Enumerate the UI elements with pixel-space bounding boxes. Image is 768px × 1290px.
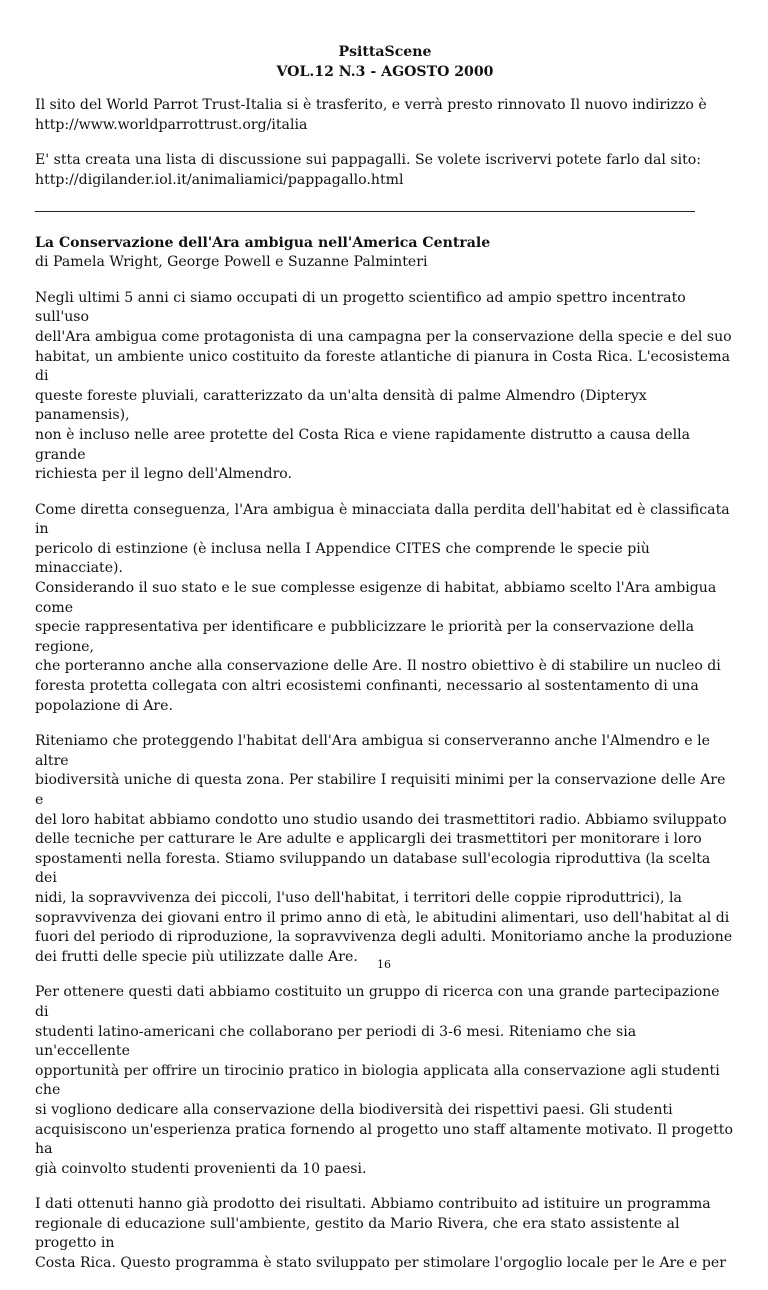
paragraph-line: Negli ultimi 5 anni ci siamo occupati di un progetto scientifico ad ampio spettro incentrato sull'uso <box>35 289 686 326</box>
paragraph-line: I dati ottenuti hanno già prodotto dei risultati. Abbiamo contribuito ad istituire un programma <box>35 1196 711 1213</box>
paragraph-line: che porteranno anche alla conservazione delle Are. Il nostro obiettivo è di stabilire un nucleo di <box>35 658 721 675</box>
article-body <box>35 289 735 1274</box>
paragraph-line: Costa Rica. Questo programma è stato sviluppato per stimolare l'orgoglio locale per le Are e per <box>35 1255 726 1272</box>
paragraph-line: Considerando il suo stato e le sue complesse esigenze di habitat, abbiamo scelto l'Ara ambigua come <box>35 580 717 616</box>
paragraph-line: già coinvolto studenti provenienti da 10 paesi. <box>35 1160 367 1177</box>
paragraph-line: fuori del periodo di riproduzione, la sopravvivenza degli adulti. Monitoriamo anche la produzione <box>35 929 733 946</box>
page-content <box>35 43 735 1290</box>
paragraph-line: pericolo di estinzione (è inclusa nella I Appendice CITES che comprende le specie più minacciate). <box>35 540 650 577</box>
paragraph-line: regionale di educazione sull'ambiente, gestito da Mario Rivera, che era stato assistente al progetto in <box>35 1215 680 1252</box>
notice-mailing-list <box>35 151 735 190</box>
article-paragraph <box>35 1195 735 1273</box>
paragraph-line: acquisiscono un'esperienza pratica fornendo al progetto uno staff altamente motivato. Il progetto ha <box>35 1121 733 1158</box>
paragraph-line: non è incluso nelle aree protette del Costa Rica e viene rapidamente distrutto a causa della grande <box>35 426 691 463</box>
notice-line: E' stta creata una lista di discussione sui pappagalli. Se volete iscrivervi potete farlo dal sito: <box>35 152 702 169</box>
paragraph-line: biodiversità uniche di questa zona. Per stabilire I requisiti minimi per la conservazione delle Are e <box>35 772 726 808</box>
paragraph-line: studenti latino-americani che collaborano per periodi di 3-6 mesi. Riteniamo che sia un'eccellente <box>35 1023 637 1060</box>
page-number: 16 <box>377 958 391 971</box>
article-title: La Conservazione dell'Ara ambigua nell'America Centrale <box>35 234 491 251</box>
paragraph-line: dell'Ara ambigua come protagonista di una campagna per la conservazione della specie e del suo <box>35 328 732 345</box>
paragraph-line: spostamenti nella foresta. Stiamo sviluppando un database sull'ecologia riproduttiva (la scelta dei <box>35 850 711 887</box>
article-header <box>35 234 735 273</box>
notice-url: http://digilander.iol.it/animaliamici/pappagallo.html <box>35 171 404 188</box>
article-paragraph <box>35 732 735 967</box>
paragraph-line: Per ottenere questi dati abbiamo costituito un gruppo di ricerca con una grande partecipazione di <box>35 984 720 1020</box>
paragraph-line: si vogliono dedicare alla conservazione della biodiversità dei rispettivi paesi. Gli studenti <box>35 1101 673 1118</box>
article-paragraph <box>35 983 735 1179</box>
paragraph-line: Riteniamo che proteggendo l'habitat dell'Ara ambigua si conserveranno anche l'Almendro e le altre <box>35 733 710 769</box>
paragraph-line: popolazione di Are. <box>35 697 173 714</box>
notice-url: http://www.worldparrottrust.org/italia <box>35 116 308 133</box>
paragraph-line: dei frutti delle specie più utilizzate dalle Are. <box>35 948 358 965</box>
section-divider <box>35 211 695 212</box>
article-byline: di Pamela Wright, George Powell e Suzanne Palminteri <box>35 254 428 271</box>
article-paragraph <box>35 289 735 485</box>
paragraph-line: nidi, la sopravvivenza dei piccoli, l'uso dell'habitat, i territori delle coppie riproduttrici), la <box>35 889 682 906</box>
masthead <box>35 43 735 82</box>
paragraph-line: opportunità per offrire un tirocinio pratico in biologia applicata alla conservazione agli studenti che <box>35 1062 720 1099</box>
paragraph-line: delle tecniche per catturare le Are adulte e applicargli dei trasmettitori per monitorare i loro <box>35 831 702 848</box>
paragraph-line: Come diretta conseguenza, l'Ara ambigua è minacciata dalla perdita dell'habitat ed è classificata in <box>35 501 730 538</box>
paragraph-line: sopravvivenza dei giovani entro il primo anno di età, le abitudini alimentari, uso dell'habitat al di <box>35 909 730 926</box>
paragraph-line: del loro habitat abbiamo condotto uno studio usando dei trasmettitori radio. Abbiamo sviluppato <box>35 811 727 828</box>
paragraph-line: foresta protetta collegata con altri ecosistemi confinanti, necessario al sostentamento di una <box>35 678 699 695</box>
paragraph-line: specie rappresentativa per identificare e pubblicizzare le priorità per la conservazione della regione, <box>35 619 695 655</box>
article-paragraph <box>35 501 735 717</box>
notice-line: Il sito del World Parrot Trust-Italia si è trasferito, e verrà presto rinnovato Il nuovo indirizzo è <box>35 97 707 114</box>
notice-website <box>35 96 735 135</box>
newsletter-title: PsittaScene <box>338 44 432 60</box>
paragraph-line: richiesta per il legno dell'Almendro. <box>35 466 293 483</box>
paragraph-line: habitat, un ambiente unico costituito da foreste atlantiche di pianura in Costa Rica. L'ecosistema di <box>35 348 731 385</box>
issue-info: VOL.12 N.3 - AGOSTO 2000 <box>276 63 494 80</box>
paragraph-line: queste foreste pluviali, caratterizzato da un'alta densità di palme Almendro (Dipteryx panamensis), <box>35 387 647 424</box>
